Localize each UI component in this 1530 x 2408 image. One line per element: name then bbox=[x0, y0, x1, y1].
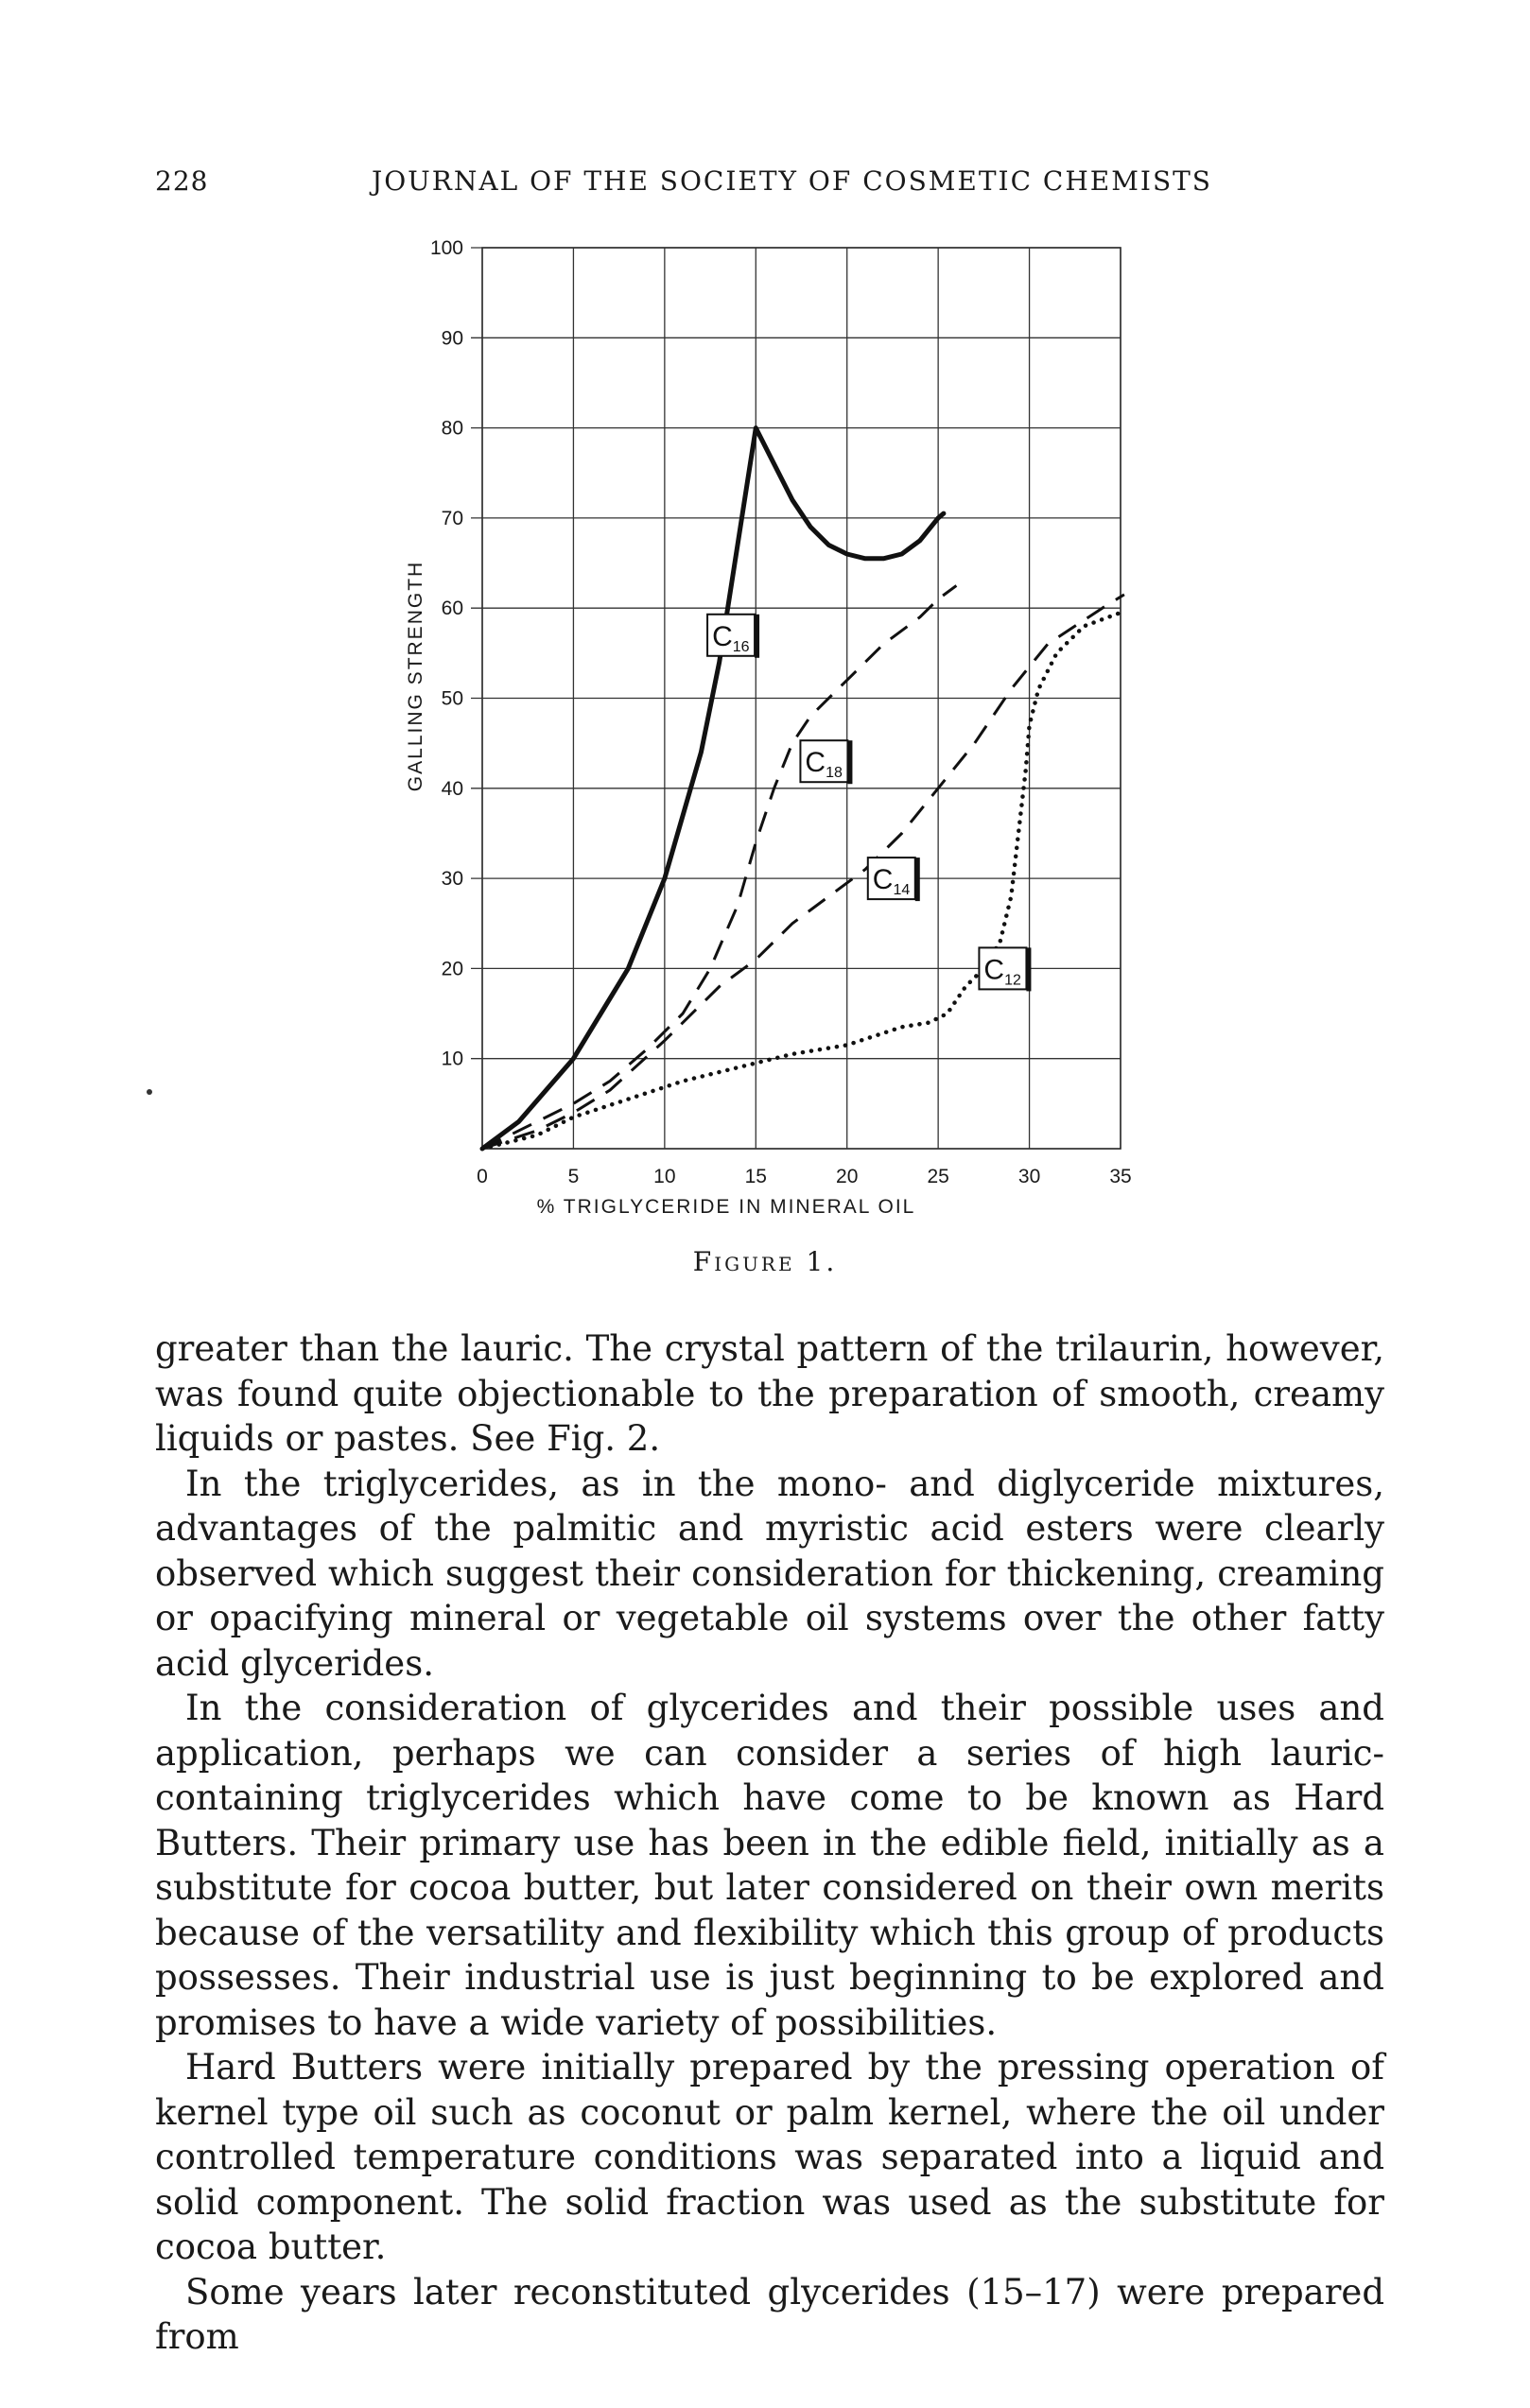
journal-title: JOURNAL OF THE SOCIETY OF COSMETIC CHEMISTS bbox=[372, 165, 1212, 197]
page-number: 228 bbox=[155, 165, 209, 197]
y-tick-label: 90 bbox=[441, 327, 463, 350]
x-tick-label: 30 bbox=[1017, 1166, 1041, 1187]
x-tick-label: 5 bbox=[567, 1166, 580, 1187]
series-label-c14 bbox=[868, 858, 920, 901]
series-label-shadow bbox=[755, 615, 759, 658]
figure-caption bbox=[0, 1246, 1530, 1277]
stray-mark bbox=[147, 1089, 152, 1095]
x-tick-label: 35 bbox=[1109, 1166, 1132, 1187]
x-axis-label: % TRIGLYCERIDE IN MINERAL OIL bbox=[536, 1196, 916, 1218]
series-label-text: $C_{16}$ bbox=[712, 620, 750, 655]
paragraph: greater than the lauric. The crystal pattern of the trilaurin, however, was found quite objectionable to the preparation of smooth, creamy liquids or pastes. See Fig. 2. bbox=[155, 1328, 1384, 1459]
series-label-shadow bbox=[1026, 947, 1031, 991]
chart-ticks bbox=[430, 237, 1132, 1187]
y-tick-label: 20 bbox=[441, 958, 463, 980]
chart-grid bbox=[471, 248, 1121, 1149]
y-tick-label: 10 bbox=[441, 1048, 463, 1070]
y-axis-label: GALLING STRENGTH bbox=[405, 560, 426, 792]
series-line-c12 bbox=[482, 613, 1121, 1149]
paragraph: Hard Butters were initially prepared by the pressing operation of kernel type oil such as coconut or palm kernel, where the oil under controlled temperature conditions was separated into a liquid and solid component. The solid fraction was used as the substitute for cocoa butter. bbox=[155, 2047, 1384, 2267]
x-tick-label: 0 bbox=[477, 1166, 488, 1187]
y-tick-label: 100 bbox=[429, 237, 463, 259]
x-tick-label: 10 bbox=[653, 1166, 676, 1187]
y-tick-label: 50 bbox=[441, 687, 463, 710]
series-label-c12 bbox=[979, 947, 1031, 991]
series-label-text: $C_{14}$ bbox=[872, 864, 911, 899]
paragraph: In the triglycerides, as in the mono- and diglyceride mixtures, advantages of the palmitic and myristic acid esters were clearly observed which suggest their consideration for thickening, creaming or opacifying mineral or vegetable oil systems over the other fatty acid glycerides. bbox=[155, 1463, 1384, 1684]
series-label-shadow bbox=[847, 740, 852, 784]
y-tick-label: 40 bbox=[441, 777, 463, 800]
series-label-shadow bbox=[915, 858, 920, 901]
y-tick-label: 60 bbox=[441, 598, 463, 620]
x-tick-label: 15 bbox=[744, 1166, 767, 1187]
figure-caption-label: Figure bbox=[692, 1246, 795, 1277]
series-label-text: $C_{18}$ bbox=[805, 747, 843, 782]
paragraph: In the consideration of glycerides and their possible uses and application, perhaps we can consider a series of high lauric-containing triglycerides which have come to be known as Hard Butters. Their primary use has been in the edible field, initially as a substitute for cocoa butter, but later considered on their own merits because of the versatility and flexibility which this group of products possesses. Their industrial use is just beginning to be explored and promises to have a wide variety of possibilities. bbox=[155, 1688, 1384, 2043]
x-tick-label: 25 bbox=[927, 1166, 949, 1187]
figure-caption-number: 1. bbox=[806, 1246, 838, 1277]
series-label-c18 bbox=[800, 740, 852, 784]
series-label-text: $C_{12}$ bbox=[983, 954, 1021, 989]
y-tick-label: 30 bbox=[441, 868, 463, 891]
series-line-c14 bbox=[482, 595, 1124, 1149]
paragraph: Some years later reconstituted glycerides (15–17) were prepared from bbox=[155, 2271, 1384, 2357]
y-tick-label: 70 bbox=[441, 507, 463, 529]
x-tick-label: 20 bbox=[836, 1166, 859, 1187]
series-label-c16 bbox=[707, 615, 759, 658]
y-tick-label: 80 bbox=[441, 417, 463, 440]
body-text bbox=[155, 1326, 1384, 2360]
